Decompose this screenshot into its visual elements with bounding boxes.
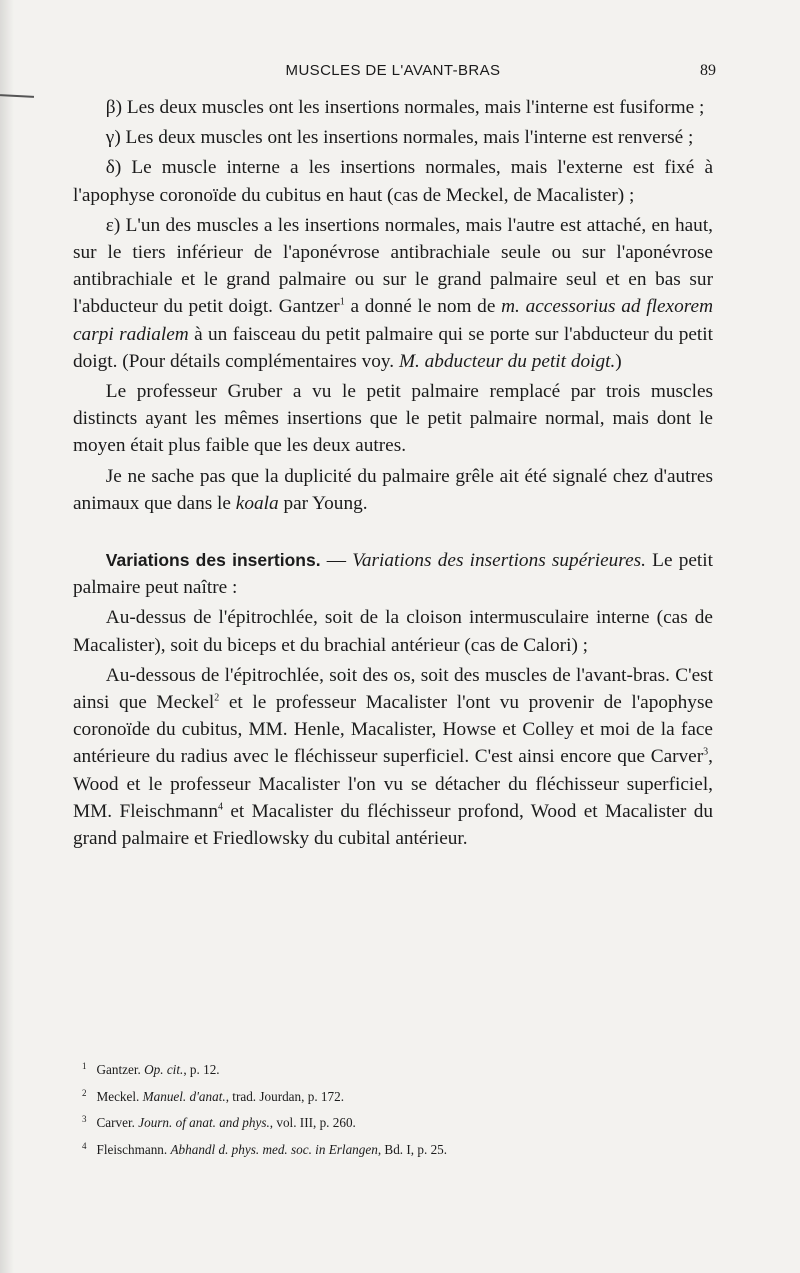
footnote-author: Fleischmann.	[96, 1141, 171, 1157]
footnote	[82, 1082, 702, 1109]
text-run: —	[320, 550, 353, 572]
subsection-heading: Variations des insertions supérieures.	[352, 550, 646, 572]
running-header	[70, 62, 716, 84]
footnote-title: Op. cit.	[144, 1062, 184, 1077]
footnote-title: Journ. of anat. and phys.	[138, 1115, 270, 1130]
footnote	[82, 1135, 702, 1162]
page-number: 89	[700, 62, 716, 79]
text-run: Au-dessous de l'épitrochlée, soit des os, soit des muscles de l'avant-bras. C'est ainsi que Meckel	[73, 664, 713, 714]
text-run: et le professeur Macalister l'ont vu provenir de l'apophyse coronoïde du cubitus, MM. Henle, Macalister, Howse et Colley et moi de la face antérieure du radius avec le fléchisseur superficiel. C'est ainsi encore que Carver	[73, 692, 714, 768]
footnote-ref: 2	[214, 692, 220, 704]
text-run: par Young.	[278, 492, 368, 514]
text-run: et Macalister du fléchisseur profond, Wood et Macalister du grand palmaire et Friedlowsky du cubital antérieur.	[73, 800, 713, 850]
footnote-mark: 2	[82, 1087, 87, 1098]
body-text	[73, 94, 713, 852]
footnote-detail: , vol. III, p. 260.	[269, 1115, 356, 1130]
paragraph-epsilon	[73, 212, 713, 375]
italic-term: m. accessorius ad flexorem carpi radialem	[73, 296, 713, 345]
footnote-mark: 1	[82, 1061, 87, 1071]
footnote-detail: , Bd. I, p. 25.	[377, 1141, 448, 1157]
text-run: ε) L'un des muscles a les insertions normales, mais l'autre est attaché, en haut, sur le tiers inférieur de l'aponévrose antibrachiale seule ou sur l'aponévrose antibrachiale et le grand palmaire ou sur le grand palmaire seul et en bas sur l'abducteur du petit doigt. Gantzer	[73, 214, 713, 318]
text-run: , Wood et le professeur Macalister l'on vu se détacher du fléchisseur superficiel, MM. Fleischmann	[73, 746, 713, 822]
text-run: a donné le nom de	[344, 296, 502, 318]
text-run: Le petit palmaire peut naître :	[73, 550, 713, 599]
paragraph-delta: δ) Le muscle interne a les insertions normales, mais l'externe est fixé à l'apophyse coronoïde du cubitus en haut (cas de Meckel, de Macalister) ;	[73, 157, 713, 206]
footnote-author: Carver.	[96, 1115, 139, 1130]
footnote-author: Meckel.	[96, 1088, 143, 1104]
section-heading: Variations des insertions.	[105, 550, 321, 571]
footnote-ref: 4	[218, 801, 224, 813]
footnote-ref: 3	[703, 747, 709, 759]
paragraph-koala	[73, 463, 713, 517]
footnote-mark: 4	[82, 1140, 87, 1151]
italic-term: koala	[235, 492, 279, 514]
italic-term: M. abducteur du petit doigt.	[398, 350, 616, 372]
footnote	[82, 1055, 702, 1082]
footnote-author: Gantzer.	[96, 1062, 145, 1077]
footnote-ref: 1	[339, 297, 345, 308]
paragraph-gruber: Le professeur Gruber a vu le petit palmaire remplacé par trois muscles distincts ayant les mêmes insertions que le petit palmaire normal, mais dont le moyen était plus faible que les deux autres.	[73, 381, 713, 457]
paragraph-above: Au-dessus de l'épitrochlée, soit de la cloison intermusculaire interne (cas de Macalister), soit du biceps et du brachial antérieur (cas de Calori) ;	[73, 607, 713, 656]
footnotes	[82, 1055, 702, 1161]
footnote-mark: 3	[82, 1114, 87, 1124]
page-edge-shadow	[0, 0, 14, 1273]
footnote	[82, 1108, 702, 1135]
paragraph-gamma: γ) Les deux muscles ont les insertions normales, mais l'interne est renversé ;	[105, 127, 694, 149]
footnote-title: Manuel. d'anat.	[142, 1088, 226, 1104]
text-run: à un faisceau du petit palmaire qui se porte sur l'abducteur du petit doigt. (Pour détails complémentaires voy.	[73, 323, 713, 372]
paragraph-variations	[73, 547, 713, 601]
running-title: MUSCLES DE L'AVANT-BRAS	[285, 62, 501, 79]
footnote-detail: , trad. Jourdan, p. 172.	[225, 1088, 344, 1104]
footnote-title: Abhandl d. phys. med. soc. in Erlangen	[170, 1141, 378, 1157]
text-run: )	[615, 350, 622, 372]
footnote-detail: , p. 12.	[183, 1062, 220, 1077]
paragraph-below	[73, 662, 713, 852]
paragraph-beta: β) Les deux muscles ont les insertions normales, mais l'interne est fusiforme ;	[105, 97, 705, 118]
text-run: Je ne sache pas que la duplicité du palmaire grêle ait été signalé chez d'autres animaux que dans le	[73, 465, 713, 514]
